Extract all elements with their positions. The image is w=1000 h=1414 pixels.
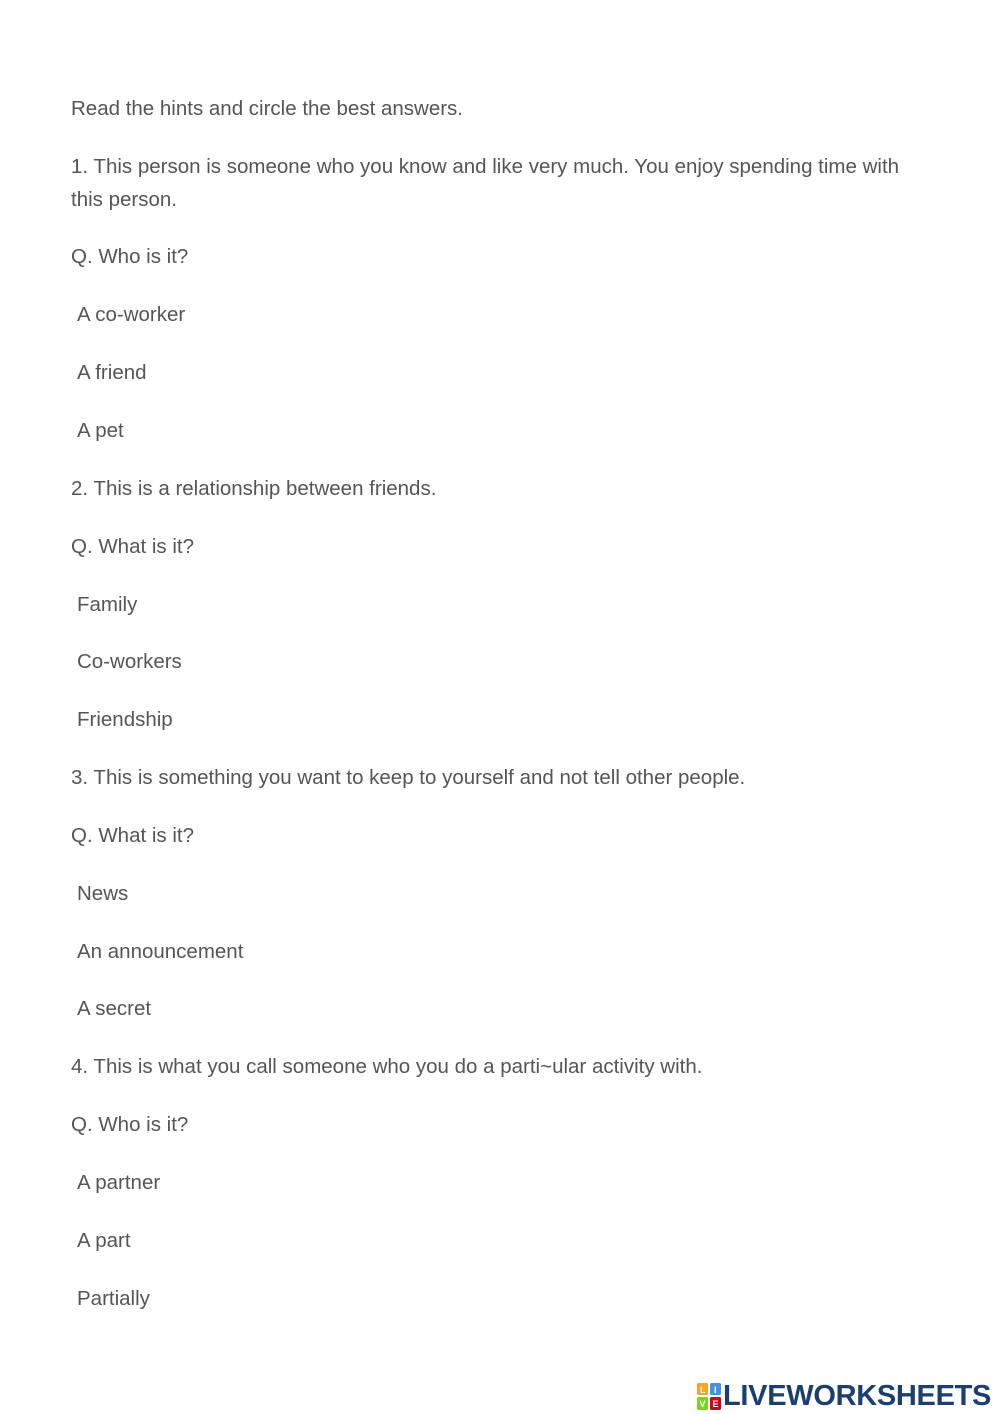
question-1-option-1[interactable]: A co-worker [77,303,186,326]
question-1-prompt: Q. Who is it? [71,245,189,268]
question-2-prompt: Q. What is it? [71,535,195,558]
svg-text:V: V [699,1398,706,1409]
svg-text:I: I [714,1384,717,1395]
question-3-hint: 3. This is something you want to keep to yourself and not tell other people. [71,766,746,789]
question-4-option-3[interactable]: Partially [77,1287,150,1310]
liveworksheets-logo-icon [697,1383,721,1410]
question-4-hint: 4. This is what you call someone who you do a parti~ular activity with. [71,1055,703,1078]
question-3-option-1[interactable]: News [77,882,129,905]
instructions: Read the hints and circle the best answers. [71,97,463,120]
question-3-option-3[interactable]: A secret [77,997,152,1020]
question-2-option-2[interactable]: Co-workers [77,650,182,673]
question-2-hint: 2. This is a relationship between friends. [71,477,437,500]
liveworksheets-brand-text: LIVEWORKSHEETS [723,1380,992,1412]
question-2-option-1[interactable]: Family [77,593,138,616]
question-4-option-2[interactable]: A part [77,1229,131,1252]
question-3-option-2[interactable]: An announcement [77,940,244,963]
question-2-option-3[interactable]: Friendship [77,708,173,731]
question-1-option-2[interactable]: A friend [77,361,147,384]
question-4-prompt: Q. Who is it? [71,1113,189,1136]
svg-text:L: L [700,1384,706,1395]
question-1-hint: 1. This person is someone who you know and like very much. You enjoy spending time with this person. [71,155,900,211]
question-1-option-3[interactable]: A pet [77,419,124,442]
liveworksheets-brand [697,1378,991,1414]
question-4-option-1[interactable]: A partner [77,1171,161,1194]
svg-text:E: E [712,1398,719,1409]
question-3-prompt: Q. What is it? [71,824,195,847]
